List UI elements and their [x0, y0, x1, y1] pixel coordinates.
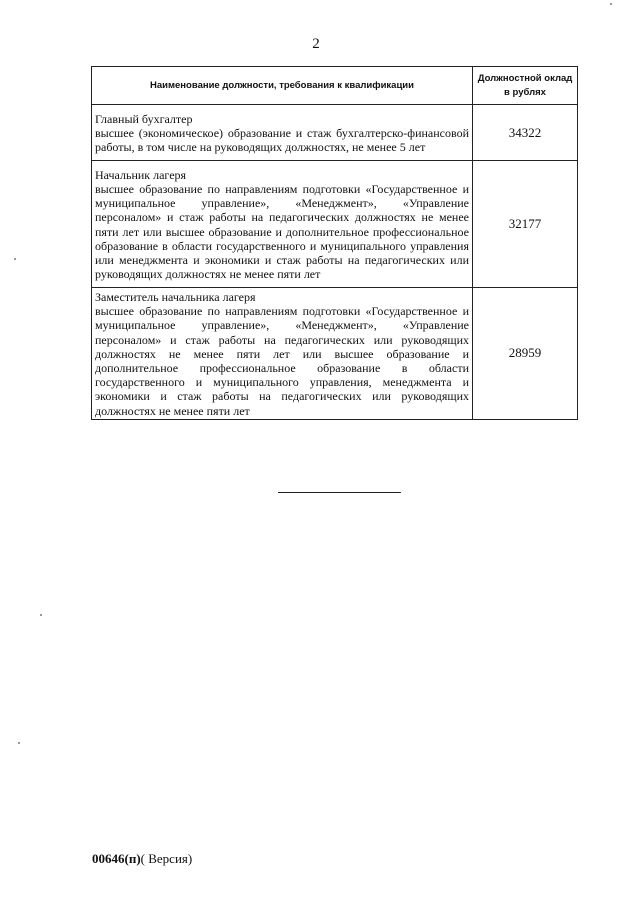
header-salary: Должностной оклад в рублях	[473, 67, 578, 105]
page-number: 2	[312, 36, 320, 52]
position-title: Начальник лагеря	[95, 167, 187, 182]
document-version-label: ( Версия)	[140, 851, 193, 866]
position-requirements: высшее образование по направлениям подготовки «Государственное и муниципальное управление», «Менеджмент», «Управление персоналом» и стаж работы на педагогических должностях не менее пяти лет или высшее образование и дополнительное профессиональное образование в области государственного и муниципального управления или менеджмента и экономики и стаж работы на педагогических или руководящих должностях не менее пяти лет	[95, 181, 469, 282]
header-position-requirements: Наименование должности, требования к квалификации	[92, 67, 473, 105]
table-header-row	[92, 67, 578, 105]
scan-speck	[14, 258, 16, 260]
salary-table	[91, 66, 578, 420]
document-code	[92, 851, 192, 867]
scan-speck	[610, 3, 612, 5]
table-row	[92, 161, 578, 288]
position-title: Заместитель начальника лагеря	[95, 290, 256, 304]
document-code-number: 00646(п)	[92, 851, 141, 866]
table-row	[92, 105, 578, 161]
position-requirements: высшее (экономическое) образование и стаж бухгалтерско-финансовой работы, в том числе на руководящих должностях, не менее 5 лет	[95, 125, 469, 155]
salary-value: 34322	[473, 105, 578, 161]
position-cell	[92, 288, 473, 420]
end-separator-line	[278, 492, 401, 493]
salary-value: 28959	[473, 288, 578, 420]
position-cell	[92, 161, 473, 288]
position-requirements: высшее образование по направлениям подготовки «Государственное и муниципальное управление», «Менеджмент», «Управление персоналом» и стаж работы на педагогических или руководящих должностях не менее пяти лет или высшее образование и дополнительное профессиональное образование в области государственного и муниципального управления, менеджмента и экономики и стаж работы на педагогических или руководящих должностях не менее пяти лет	[95, 304, 469, 418]
position-title: Главный бухгалтер	[95, 111, 193, 126]
scan-speck	[18, 742, 20, 744]
salary-value: 32177	[473, 161, 578, 288]
table-row	[92, 288, 578, 420]
scan-speck	[40, 614, 42, 616]
position-cell	[92, 105, 473, 161]
